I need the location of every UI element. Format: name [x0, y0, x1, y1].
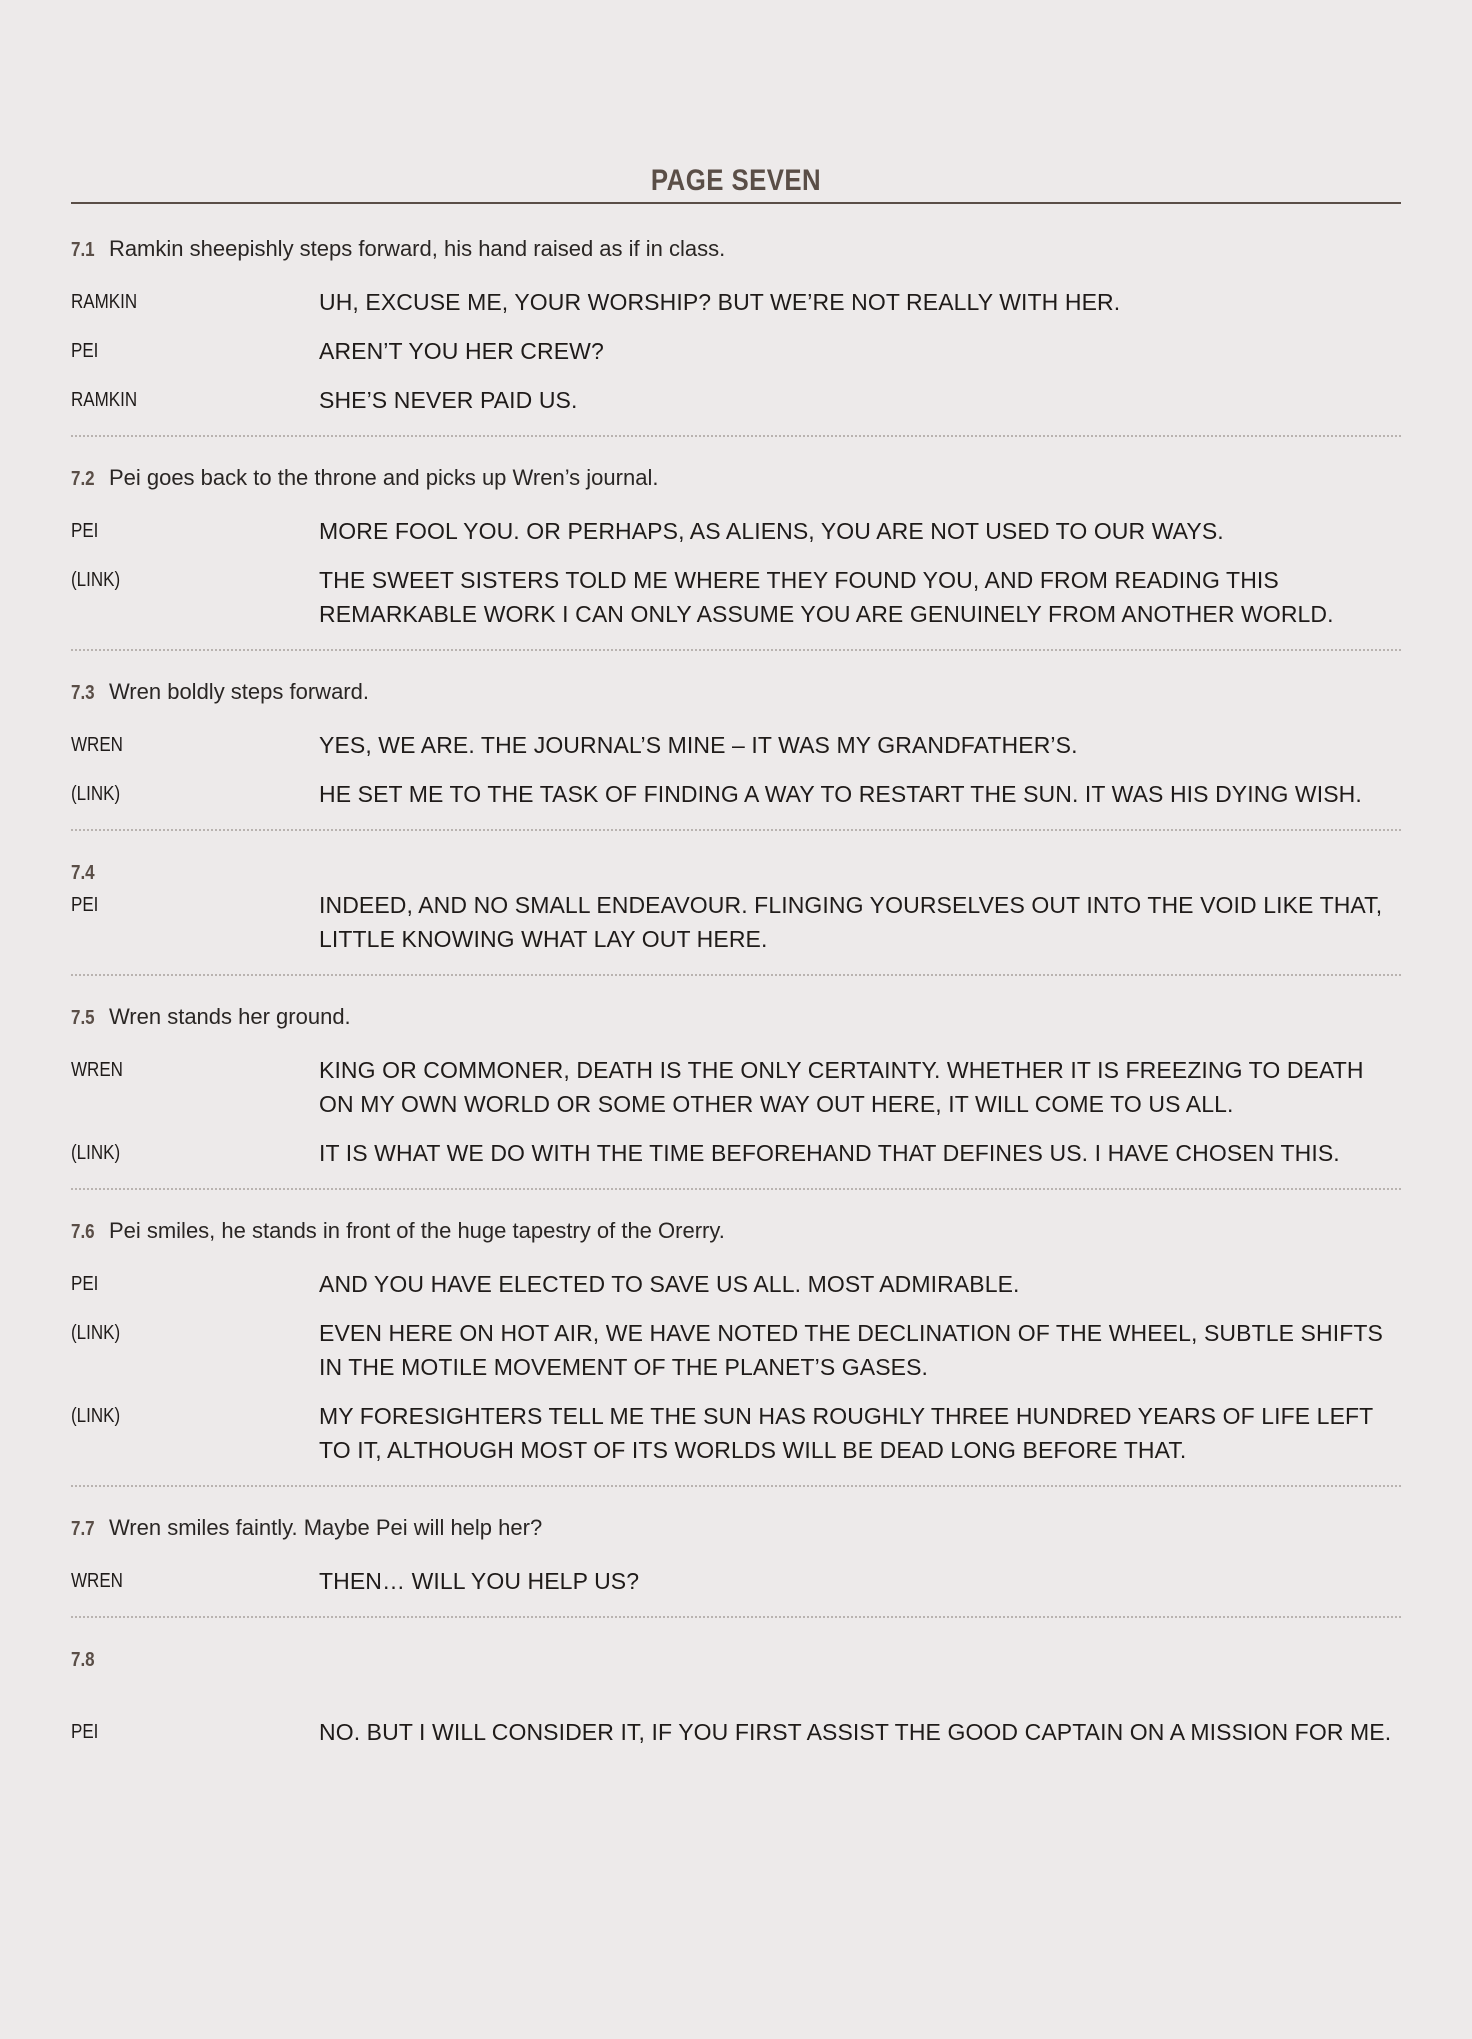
speaker-name: WREN [71, 1570, 123, 1592]
panel-heading [71, 857, 1401, 888]
panel-heading [71, 1216, 1401, 1247]
panel-description: Ramkin sheepishly steps forward, his hand raised as if in class. [108, 236, 726, 261]
panel-7-6 [71, 1216, 1401, 1467]
dialogue-line [71, 1715, 1401, 1749]
speaker-name: PEI [71, 340, 99, 362]
dialogue-text: NO. BUT I WILL CONSIDER IT, IF YOU FIRST ASSIST THE GOOD CAPTAIN ON A MISSION FOR ME. [319, 1719, 1392, 1745]
panel-divider [71, 435, 1401, 437]
title-rule [71, 202, 1401, 204]
panel-number: 7.7 [71, 1518, 95, 1540]
dialogue-text: INDEED, AND NO SMALL ENDEAVOUR. FLINGING YOURSELVES OUT INTO THE VOID LIKE THAT, LITTLE KNOWING WHAT LAY OUT HERE. [319, 892, 1383, 952]
dialogue-line [71, 1564, 1401, 1598]
panel-7-5 [71, 1002, 1401, 1170]
panel-description: Wren stands her ground. [108, 1004, 351, 1029]
dialogue-text: SHE’S NEVER PAID US. [319, 387, 578, 413]
panel-number: 7.2 [71, 468, 95, 490]
speaker-name: WREN [71, 1059, 123, 1081]
panel-heading [71, 1513, 1401, 1544]
dialogue-text: UH, EXCUSE ME, YOUR WORSHIP? BUT WE’RE NOT REALLY WITH HER. [319, 289, 1121, 315]
panel-7-7 [71, 1513, 1401, 1598]
panel-divider [71, 1188, 1401, 1190]
speaker-name: PEI [71, 1273, 99, 1295]
panel-heading [71, 677, 1401, 708]
dialogue-line [71, 514, 1401, 548]
dialogue-line [71, 563, 1401, 631]
panel-heading [71, 1002, 1401, 1033]
dialogue-text: AREN’T YOU HER CREW? [319, 338, 604, 364]
dialogue-line [71, 285, 1401, 319]
panel-description: Wren boldly steps forward. [108, 679, 369, 704]
script-page [71, 160, 1401, 1764]
panel-divider [71, 974, 1401, 976]
panel-number: 7.6 [71, 1221, 95, 1243]
panel-7-8 [71, 1644, 1401, 1749]
panel-7-3 [71, 677, 1401, 811]
spacer [71, 1695, 1401, 1715]
panel-divider [71, 1485, 1401, 1487]
panel-divider [71, 649, 1401, 651]
dialogue-text: EVEN HERE ON HOT AIR, WE HAVE NOTED THE DECLINATION OF THE WHEEL, SUBTLE SHIFTS IN THE MOTILE MOVEMENT OF THE PLANET’S GASES. [319, 1320, 1383, 1380]
dialogue-line [71, 1267, 1401, 1301]
panel-number: 7.3 [71, 682, 95, 704]
panel-description: Pei smiles, he stands in front of the huge tapestry of the Orerry. [108, 1218, 725, 1243]
dialogue-text: HE SET ME TO THE TASK OF FINDING A WAY TO RESTART THE SUN. IT WAS HIS DYING WISH. [319, 781, 1362, 807]
dialogue-text: KING OR COMMONER, DEATH IS THE ONLY CERTAINTY. WHETHER IT IS FREEZING TO DEATH ON MY OWN WORLD OR SOME OTHER WAY OUT HERE, IT WILL COME TO US ALL. [319, 1057, 1364, 1117]
dialogue-line [71, 728, 1401, 762]
dialogue-text: MORE FOOL YOU. OR PERHAPS, AS ALIENS, YOU ARE NOT USED TO OUR WAYS. [319, 518, 1224, 544]
panel-heading [71, 234, 1401, 265]
panel-number: 7.8 [71, 1649, 95, 1671]
dialogue-line [71, 777, 1401, 811]
speaker-name: (LINK) [71, 1142, 121, 1164]
page-title: PAGE SEVEN [650, 164, 822, 197]
panel-heading [71, 1644, 1401, 1675]
dialogue-line [71, 1316, 1401, 1384]
dialogue-line [71, 334, 1401, 368]
speaker-name: RAMKIN [71, 389, 138, 411]
panel-number: 7.5 [71, 1007, 95, 1029]
speaker-name: WREN [71, 734, 123, 756]
dialogue-line [71, 1399, 1401, 1467]
dialogue-text: THE SWEET SISTERS TOLD ME WHERE THEY FOUND YOU, AND FROM READING THIS REMARKABLE WORK I CAN ONLY ASSUME YOU ARE GENUINELY FROM ANOTHER WORLD. [319, 567, 1334, 627]
dialogue-text: MY FORESIGHTERS TELL ME THE SUN HAS ROUGHLY THREE HUNDRED YEARS OF LIFE LEFT TO IT, ALTHOUGH MOST OF ITS WORLDS WILL BE DEAD LONG BEFORE THAT. [319, 1403, 1373, 1463]
panel-7-1 [71, 234, 1401, 417]
panel-heading [71, 463, 1401, 494]
speaker-name: RAMKIN [71, 291, 138, 313]
panel-description: Wren smiles faintly. Maybe Pei will help her? [108, 1515, 543, 1540]
speaker-name: (LINK) [71, 1405, 121, 1427]
dialogue-line [71, 383, 1401, 417]
speaker-name: (LINK) [71, 569, 121, 591]
dialogue-text: THEN… WILL YOU HELP US? [319, 1568, 640, 1594]
speaker-name: (LINK) [71, 1322, 121, 1344]
panel-number: 7.4 [71, 862, 95, 884]
speaker-name: (LINK) [71, 783, 121, 805]
speaker-name: PEI [71, 520, 99, 542]
panel-7-2 [71, 463, 1401, 631]
panel-divider [71, 1616, 1401, 1618]
panel-description: Pei goes back to the throne and picks up Wren’s journal. [108, 465, 659, 490]
dialogue-line [71, 1053, 1401, 1121]
dialogue-text: IT IS WHAT WE DO WITH THE TIME BEFOREHAND THAT DEFINES US. I HAVE CHOSEN THIS. [319, 1140, 1340, 1166]
dialogue-text: YES, WE ARE. THE JOURNAL’S MINE – IT WAS MY GRANDFATHER’S. [319, 732, 1078, 758]
panel-divider [71, 829, 1401, 831]
dialogue-line [71, 888, 1401, 956]
speaker-name: PEI [71, 894, 99, 916]
speaker-name: PEI [71, 1721, 99, 1743]
panel-7-4 [71, 857, 1401, 956]
dialogue-text: AND YOU HAVE ELECTED TO SAVE US ALL. MOST ADMIRABLE. [319, 1271, 1020, 1297]
panel-number: 7.1 [71, 239, 95, 261]
dialogue-line [71, 1136, 1401, 1170]
